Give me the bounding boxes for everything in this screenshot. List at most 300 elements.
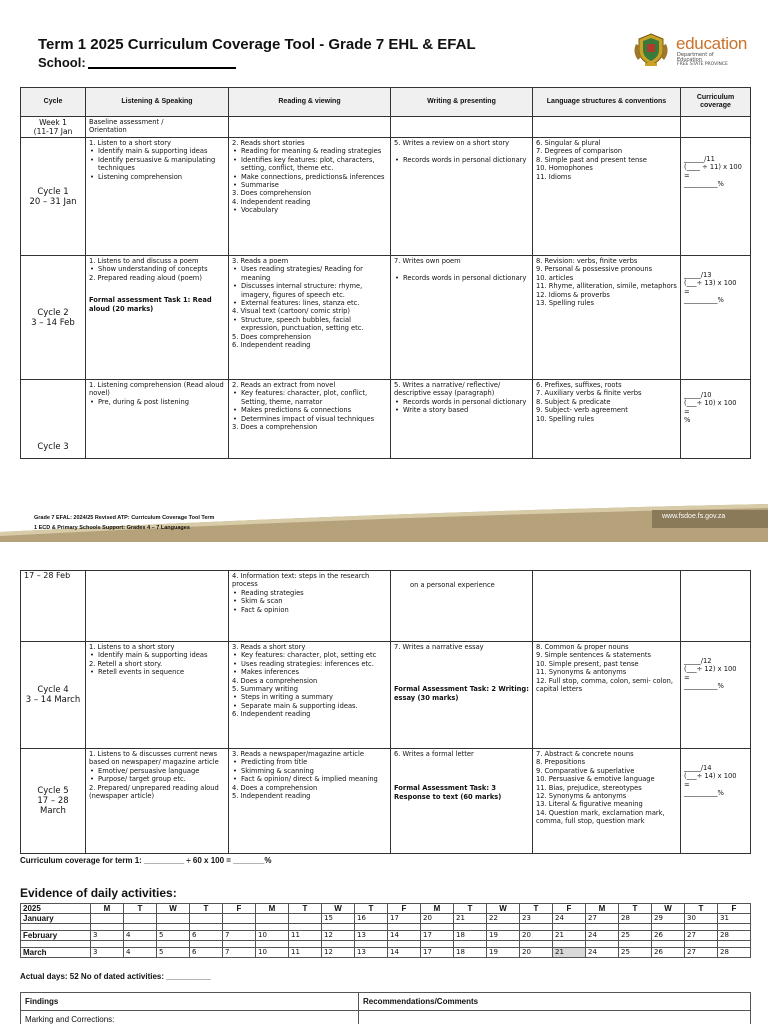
calendar-date: 5 [157, 931, 190, 941]
list-item: _____/13 [684, 271, 712, 279]
list-item: • Records words in personal dictionary [394, 156, 529, 164]
calendar-activity-label [21, 924, 91, 931]
header-cycle: Cycle [21, 88, 86, 117]
cycle-cell-4: Cycle 4 3 – 14 March [21, 642, 86, 749]
calendar-activity-cell[interactable] [124, 924, 157, 931]
list-item: 8. Prepositions [536, 758, 586, 767]
calendar-activity-cell[interactable] [454, 941, 487, 948]
list-item: 7. Auxiliary verbs & finite verbs [536, 389, 642, 398]
list-item: • Make connections, predictions& inferences [232, 173, 387, 181]
list-item: (___÷ 10) x 100 [684, 399, 737, 408]
calendar-activity-cell[interactable] [388, 924, 421, 931]
calendar-date [124, 914, 157, 924]
calendar-activity-cell[interactable] [718, 924, 751, 931]
list-item: 13. Spelling rules [536, 299, 594, 308]
reading-cell-5 [229, 749, 391, 854]
logo-subtitle: Department of Education [677, 52, 714, 63]
formal-assessment-1: Formal assessment Task 1: Read aloud (20 marks) [89, 296, 212, 313]
list-item: • Key features: character, plot, setting etc [232, 651, 387, 659]
calendar-date: 18 [454, 931, 487, 941]
evidence-title: Evidence of daily activities: [20, 886, 177, 900]
list-item: 12. Idioms & proverbs [536, 290, 610, 299]
list-item: • Purpose/ target group etc. [89, 775, 225, 783]
list-item: • Listening comprehension [89, 173, 225, 181]
list-item: 8. Simple past and present tense [536, 155, 647, 164]
term-coverage-formula: Curriculum coverage for term 1: _________ ÷ 60 x 100 = _______% [20, 856, 272, 865]
calendar-date: 4 [124, 948, 157, 958]
footer-url[interactable]: www.fsdoe.fs.gov.za [662, 513, 726, 520]
calendar-activity-cell[interactable] [685, 941, 718, 948]
calendar-activity-cell[interactable] [454, 924, 487, 931]
list-item: 1. Listens to and discuss a poem [89, 257, 199, 265]
calendar-day-header: F [553, 904, 586, 914]
calendar-date: 14 [388, 931, 421, 941]
list-item: • Makes inferences [232, 668, 387, 676]
calendar-date: 19 [487, 948, 520, 958]
calendar-activity-cell[interactable] [355, 924, 388, 931]
list-item: • Summarise [232, 181, 387, 189]
writing-cell-5 [391, 749, 533, 854]
list-item: = [684, 171, 690, 180]
calendar-activity-row [21, 941, 751, 948]
listening-cell-4 [86, 642, 229, 749]
calendar-date: 27 [685, 931, 718, 941]
writing-cell-2 [391, 256, 533, 380]
calendar-activity-cell[interactable] [256, 941, 289, 948]
list-item: • External features: lines, stanza etc. [232, 299, 387, 307]
list-item: = [684, 780, 690, 789]
list-item: 3. Reads a newspaper/magazine article [232, 750, 364, 758]
language-cell-1 [533, 138, 681, 256]
list-item [394, 265, 529, 273]
calendar-activity-cell[interactable] [388, 941, 421, 948]
calendar-date [190, 914, 223, 924]
calendar-activity-cell[interactable] [190, 941, 223, 948]
cycle-cell-3-cont: 17 – 28 Feb [21, 571, 86, 642]
footer-line-1: Grade 7 EFAL: 2024/25 Revised ATP: Curriculum Coverage Tool Term [34, 515, 215, 521]
list-item: (___÷ 14) x 100 [684, 772, 737, 781]
calendar-activity-cell[interactable] [553, 941, 586, 948]
logo-province: FREE STATE PROVINCE [677, 62, 728, 67]
calendar-day-header: T [520, 904, 553, 914]
calendar-activity-cell[interactable] [322, 924, 355, 931]
reading-cell-3 [229, 380, 391, 459]
list-item: (____ ÷ 11) x 100 [684, 163, 742, 172]
listening-cell-week1: Baseline assessment / Orientation [86, 117, 229, 138]
list-item: 4. Independent reading [232, 197, 311, 206]
calendar-day-header: W [322, 904, 355, 914]
calendar-date [289, 914, 322, 924]
header-writing: Writing & presenting [391, 88, 533, 117]
coverage-cell-4[interactable] [681, 642, 751, 749]
coverage-cell-2[interactable] [681, 256, 751, 380]
calendar-day-header: T [289, 904, 322, 914]
list-item: 1. Listens to a short story [89, 643, 175, 651]
calendar-activity-cell[interactable] [520, 924, 553, 931]
page-title: Term 1 2025 Curriculum Coverage Tool - Grade 7 EHL & EFAL [38, 36, 476, 53]
calendar-activity-cell[interactable] [553, 924, 586, 931]
calendar-activity-cell[interactable] [652, 924, 685, 931]
calendar-month: February [21, 931, 91, 941]
recommendations-header: Recommendations/Comments [359, 993, 751, 1011]
list-item: • Vocabulary [232, 206, 387, 214]
list-item: 4. Does a comprehension [232, 676, 318, 685]
calendar-date: 17 [388, 914, 421, 924]
list-item: = [684, 673, 690, 682]
calendar-activity-cell[interactable] [421, 941, 454, 948]
list-item: 2. Reads an extract from novel [232, 381, 336, 389]
coverage-table-bottom [20, 570, 751, 854]
daily-activities-calendar [20, 903, 751, 958]
list-item: __________% [684, 682, 724, 691]
list-item: 3. Reads a poem [232, 257, 289, 265]
listening-cell-3 [86, 380, 229, 459]
calendar-date: 27 [685, 948, 718, 958]
coverage-cell-5[interactable] [681, 749, 751, 854]
list-item: • Reading strategies [232, 589, 387, 597]
list-item: • Uses reading strategies/ Reading for meaning [232, 265, 387, 282]
listening-cell-2 [86, 256, 229, 380]
calendar-activity-cell[interactable] [124, 941, 157, 948]
calendar-day-header: W [157, 904, 190, 914]
language-cell-5 [533, 749, 681, 854]
list-item: • Key features: character, plot, conflict, Setting, theme, narrator [232, 389, 387, 406]
language-cell-3 [533, 380, 681, 459]
calendar-activity-cell[interactable] [520, 941, 553, 948]
cycle-cell-5: Cycle 5 17 – 28 March [21, 749, 86, 854]
list-item: • Identify persuasive & manipulating techniques [89, 156, 225, 173]
calendar-activity-cell[interactable] [619, 924, 652, 931]
school-input-line[interactable] [88, 67, 236, 69]
coverage-cell-3[interactable] [681, 380, 751, 459]
header-coverage: Curriculum coverage [681, 88, 751, 117]
list-item: 9. Simple sentences & statements [536, 651, 651, 660]
list-item: • Show understanding of concepts [89, 265, 225, 273]
calendar-activity-cell[interactable] [487, 924, 520, 931]
list-item: • Records words in personal dictionary [394, 398, 529, 406]
calendar-activity-cell[interactable] [289, 924, 322, 931]
calendar-date: 26 [652, 931, 685, 941]
list-item: _____/10 [684, 391, 712, 399]
list-item: • Skimming & scanning [232, 767, 387, 775]
list-item: 3. Does comprehension [232, 189, 311, 198]
calendar-day-header: T [454, 904, 487, 914]
list-item: • Skim & scan [232, 597, 387, 605]
table-row-cycle4 [21, 642, 751, 749]
list-item: 10. articles [536, 273, 574, 282]
table-row-cycle3 [21, 380, 751, 459]
list-item: 8. Revision: verbs, finite verbs [536, 257, 638, 265]
list-item: = [684, 287, 690, 296]
calendar-day-header: T [685, 904, 718, 914]
list-item: 3. Reads a short story [232, 643, 306, 651]
calendar-activity-cell[interactable] [586, 924, 619, 931]
calendar-date: 14 [388, 948, 421, 958]
calendar-header-row [21, 904, 751, 914]
list-item: 10. Spelling rules [536, 414, 594, 423]
list-item: 6. Writes a formal letter [394, 750, 474, 758]
calendar-date: 26 [652, 948, 685, 958]
calendar-activity-label [21, 941, 91, 948]
writing-cell-1 [391, 138, 533, 256]
list-item: 11. Bias, prejudice, stereotypes [536, 783, 642, 792]
calendar-date: 3 [91, 948, 124, 958]
school-label: School: [38, 55, 86, 70]
list-item: = [684, 407, 690, 416]
calendar-date: 13 [355, 948, 388, 958]
list-item: 7. Writes a narrative essay [394, 643, 484, 651]
calendar-date: 28 [718, 931, 751, 941]
calendar-day-header: M [586, 904, 619, 914]
coverage-cell-1[interactable] [681, 138, 751, 256]
calendar-date [157, 914, 190, 924]
list-item: • Emotive/ persuasive language [89, 767, 225, 775]
list-item: 6. Prefixes, suffixes, roots [536, 381, 622, 389]
list-item: 8. Subject & predicate [536, 397, 611, 406]
list-item: 10. Persuasive & emotive language [536, 775, 655, 784]
calendar-day-header: T [124, 904, 157, 914]
calendar-date: 6 [190, 948, 223, 958]
list-item: 4. Information text: steps in the research process [232, 572, 370, 589]
reading-cell-4 [229, 642, 391, 749]
list-item: 4. Visual text (cartoon/ comic strip) [232, 307, 350, 316]
cycle-cell-week1: Week 1 (11-17 Jan [21, 117, 86, 138]
list-item: 7. Degrees of comparison [536, 147, 623, 156]
calendar-date: 27 [586, 914, 619, 924]
calendar-activity-cell[interactable] [157, 941, 190, 948]
list-item: _____/14 [684, 764, 712, 772]
calendar-date [223, 914, 256, 924]
list-item: ______/11 [684, 155, 715, 163]
list-item: 10. Simple present, past tense [536, 659, 639, 668]
calendar-day-header: M [91, 904, 124, 914]
list-item: 5. Writes a review on a short story [394, 139, 510, 147]
writing-cell-3 [391, 380, 533, 459]
list-item: • Steps in writing a summary [232, 693, 387, 701]
calendar-day-header: T [355, 904, 388, 914]
calendar-date: 17 [421, 931, 454, 941]
list-item: 7. Abstract & concrete nouns [536, 750, 634, 758]
list-item: • Identify main & supporting ideas [89, 651, 225, 659]
calendar-date: 23 [520, 914, 553, 924]
calendar-date: 4 [124, 931, 157, 941]
calendar-activity-cell[interactable] [586, 941, 619, 948]
calendar-date: 20 [520, 931, 553, 941]
calendar-date: 30 [685, 914, 718, 924]
cycle-cell-1: Cycle 1 20 – 31 Jan [21, 138, 86, 256]
calendar-activity-cell[interactable] [289, 941, 322, 948]
calendar-day-header: F [223, 904, 256, 914]
calendar-month: January [21, 914, 91, 924]
list-item: 4. Does a comprehension [232, 783, 318, 792]
list-item: 5. Independent reading [232, 792, 311, 801]
calendar-date: 21 [553, 948, 586, 958]
calendar-date: 11 [289, 931, 322, 941]
calendar-date: 12 [322, 931, 355, 941]
list-item: 2. Reads short stories [232, 139, 305, 147]
calendar-date: 29 [652, 914, 685, 924]
calendar-year: 2025 [21, 904, 91, 914]
language-cell-4 [533, 642, 681, 749]
calendar-date: 24 [586, 931, 619, 941]
cycle-cell-3: Cycle 3 [21, 380, 86, 459]
list-item: 13. Literal & figurative meaning [536, 800, 643, 809]
list-item: • Makes predictions & connections [232, 406, 387, 414]
calendar-date: 20 [421, 914, 454, 924]
calendar-date: 11 [289, 948, 322, 958]
calendar-date: 17 [421, 948, 454, 958]
table-row-week1 [21, 117, 751, 138]
list-item: • Separate main & supporting ideas. [232, 702, 387, 710]
list-item: 5. Summary writing [232, 685, 298, 694]
list-item: 5. Writes a narrative/ reflective/ descriptive essay (paragraph) [394, 381, 501, 398]
calendar-activity-cell[interactable] [157, 924, 190, 931]
calendar-day-header: T [619, 904, 652, 914]
list-item: (___÷ 13) x 100 [684, 279, 737, 288]
list-item: 9. Comparative & superlative [536, 766, 635, 775]
calendar-date: 18 [454, 948, 487, 958]
calendar-date: 15 [322, 914, 355, 924]
calendar-activity-row [21, 924, 751, 931]
list-item: 2. Retell a short story. [89, 659, 163, 668]
calendar-activity-cell[interactable] [256, 924, 289, 931]
calendar-activity-cell[interactable] [322, 941, 355, 948]
calendar-date: 20 [520, 948, 553, 958]
list-item: 12. Synonyms & antonyms [536, 792, 627, 801]
calendar-activity-cell[interactable] [91, 941, 124, 948]
list-item: 2. Prepared/ unprepared reading aloud (newspaper article) [89, 783, 219, 801]
header-listening: Listening & Speaking [86, 88, 229, 117]
reading-cell-3-cont [229, 571, 391, 642]
list-item: 6. Independent reading [232, 710, 311, 719]
list-item: 1. Listen to a short story [89, 139, 171, 147]
header-language: Language structures & conventions [533, 88, 681, 117]
calendar-date: 22 [487, 914, 520, 924]
calendar-day-header: W [652, 904, 685, 914]
list-item: (___÷ 12) x 100 [684, 665, 737, 674]
logo-wordmark: education [676, 34, 748, 53]
calendar-activity-cell[interactable] [190, 924, 223, 931]
list-item [394, 147, 529, 155]
header-reading: Reading & viewing [229, 88, 391, 117]
footer-line-2: 1 ECD & Primary Schools Support: Grades 4 – 7 Languages [34, 525, 190, 531]
calendar-date: 21 [454, 914, 487, 924]
list-item: 10. Homophones [536, 164, 593, 173]
list-item: • Pre, during & post listening [89, 398, 225, 406]
list-item: 7. Writes own poem [394, 257, 461, 265]
list-item: 1. Listens to & discusses current news based on newspaper/ magazine article [89, 750, 219, 767]
listening-cell-5 [86, 749, 229, 854]
findings-header: Findings [21, 993, 359, 1011]
calendar-date: 12 [322, 948, 355, 958]
calendar-activity-cell[interactable] [718, 941, 751, 948]
findings-marking-cell[interactable]: Marking and Corrections: [21, 1011, 359, 1024]
calendar-date [256, 914, 289, 924]
list-item: 6. Independent reading [232, 341, 311, 350]
calendar-date: 28 [718, 948, 751, 958]
list-item: • Retell events in sequence [89, 668, 225, 676]
calendar-day-header: W [487, 904, 520, 914]
list-item: • Identify main & supporting ideas [89, 147, 225, 155]
listening-cell-1 [86, 138, 229, 256]
list-item: • Uses reading strategies: inferences etc. [232, 660, 387, 668]
calendar-activity-cell[interactable] [652, 941, 685, 948]
calendar-activity-cell[interactable] [91, 924, 124, 931]
education-logo [630, 30, 748, 70]
calendar-day-header: F [718, 904, 751, 914]
list-item: • Write a story based [394, 406, 529, 414]
language-cell-2 [533, 256, 681, 380]
calendar-activity-cell[interactable] [421, 924, 454, 931]
calendar-activity-cell[interactable] [685, 924, 718, 931]
table-row-cycle1 [21, 138, 751, 256]
calendar-date: 7 [223, 931, 256, 941]
actual-days-line: Actual days: 52 No of dated activities: __________ [20, 972, 211, 981]
formal-assessment-2: Formal Assessment Task: 2 Writing: essay (30 marks) [394, 685, 529, 702]
list-item: 9. Subject- verb agreement [536, 406, 628, 415]
reading-cell-1 [229, 138, 391, 256]
free-state-crest-icon [630, 30, 672, 68]
recommendations-cell[interactable] [359, 1011, 751, 1024]
calendar-month: March [21, 948, 91, 958]
calendar-row [21, 948, 751, 958]
reading-cell-2 [229, 256, 391, 380]
list-item: 3. Does a comprehension [232, 423, 318, 432]
calendar-date: 10 [256, 931, 289, 941]
list-item: __________% [684, 789, 724, 798]
list-item: • Records words in personal dictionary [394, 274, 529, 282]
cycle-cell-2: Cycle 2 3 – 14 Feb [21, 256, 86, 380]
list-item: 12. Full stop, comma, colon, semi- colon, capital letters [536, 676, 673, 694]
calendar-activity-cell[interactable] [487, 941, 520, 948]
calendar-date: 10 [256, 948, 289, 958]
list-item: • Discusses internal structure: rhyme, imagery, figures of speech etc. [232, 282, 387, 299]
calendar-activity-cell[interactable] [223, 941, 256, 948]
list-item: 11. Synonyms & antonyms [536, 668, 627, 677]
list-item: 6. Singular & plural [536, 139, 601, 147]
calendar-date: 25 [619, 948, 652, 958]
calendar-row [21, 914, 751, 924]
list-item: 9. Personal & possessive pronouns [536, 265, 653, 274]
calendar-date: 5 [157, 948, 190, 958]
calendar-activity-cell[interactable] [619, 941, 652, 948]
calendar-activity-cell[interactable] [223, 924, 256, 931]
list-item: 11. Rhyme, alliteration, simile, metaphors [536, 282, 677, 291]
calendar-date: 3 [91, 931, 124, 941]
list-item: • Fact & opinion/ direct & implied meaning [232, 775, 387, 783]
calendar-day-header: F [388, 904, 421, 914]
list-item: • Identifies key features: plot, characters, setting, conflict, theme etc. [232, 156, 387, 173]
calendar-day-header: M [256, 904, 289, 914]
calendar-date: 13 [355, 931, 388, 941]
calendar-activity-cell[interactable] [355, 941, 388, 948]
calendar-date: 28 [619, 914, 652, 924]
findings-table [20, 992, 751, 1024]
list-item: • Fact & opinion [232, 606, 387, 614]
calendar-row [21, 931, 751, 941]
list-item: 11. Idioms [536, 172, 571, 181]
calendar-day-header: T [190, 904, 223, 914]
calendar-date: 19 [487, 931, 520, 941]
list-item: __________% [684, 180, 724, 189]
calendar-date: 24 [586, 948, 619, 958]
coverage-table-top [20, 87, 751, 459]
list-item: 14. Question mark, exclamation mark, comma, full stop, question mark [536, 808, 665, 826]
calendar-date: 25 [619, 931, 652, 941]
calendar-date [91, 914, 124, 924]
list-item: % [684, 416, 691, 425]
calendar-day-header: M [421, 904, 454, 914]
